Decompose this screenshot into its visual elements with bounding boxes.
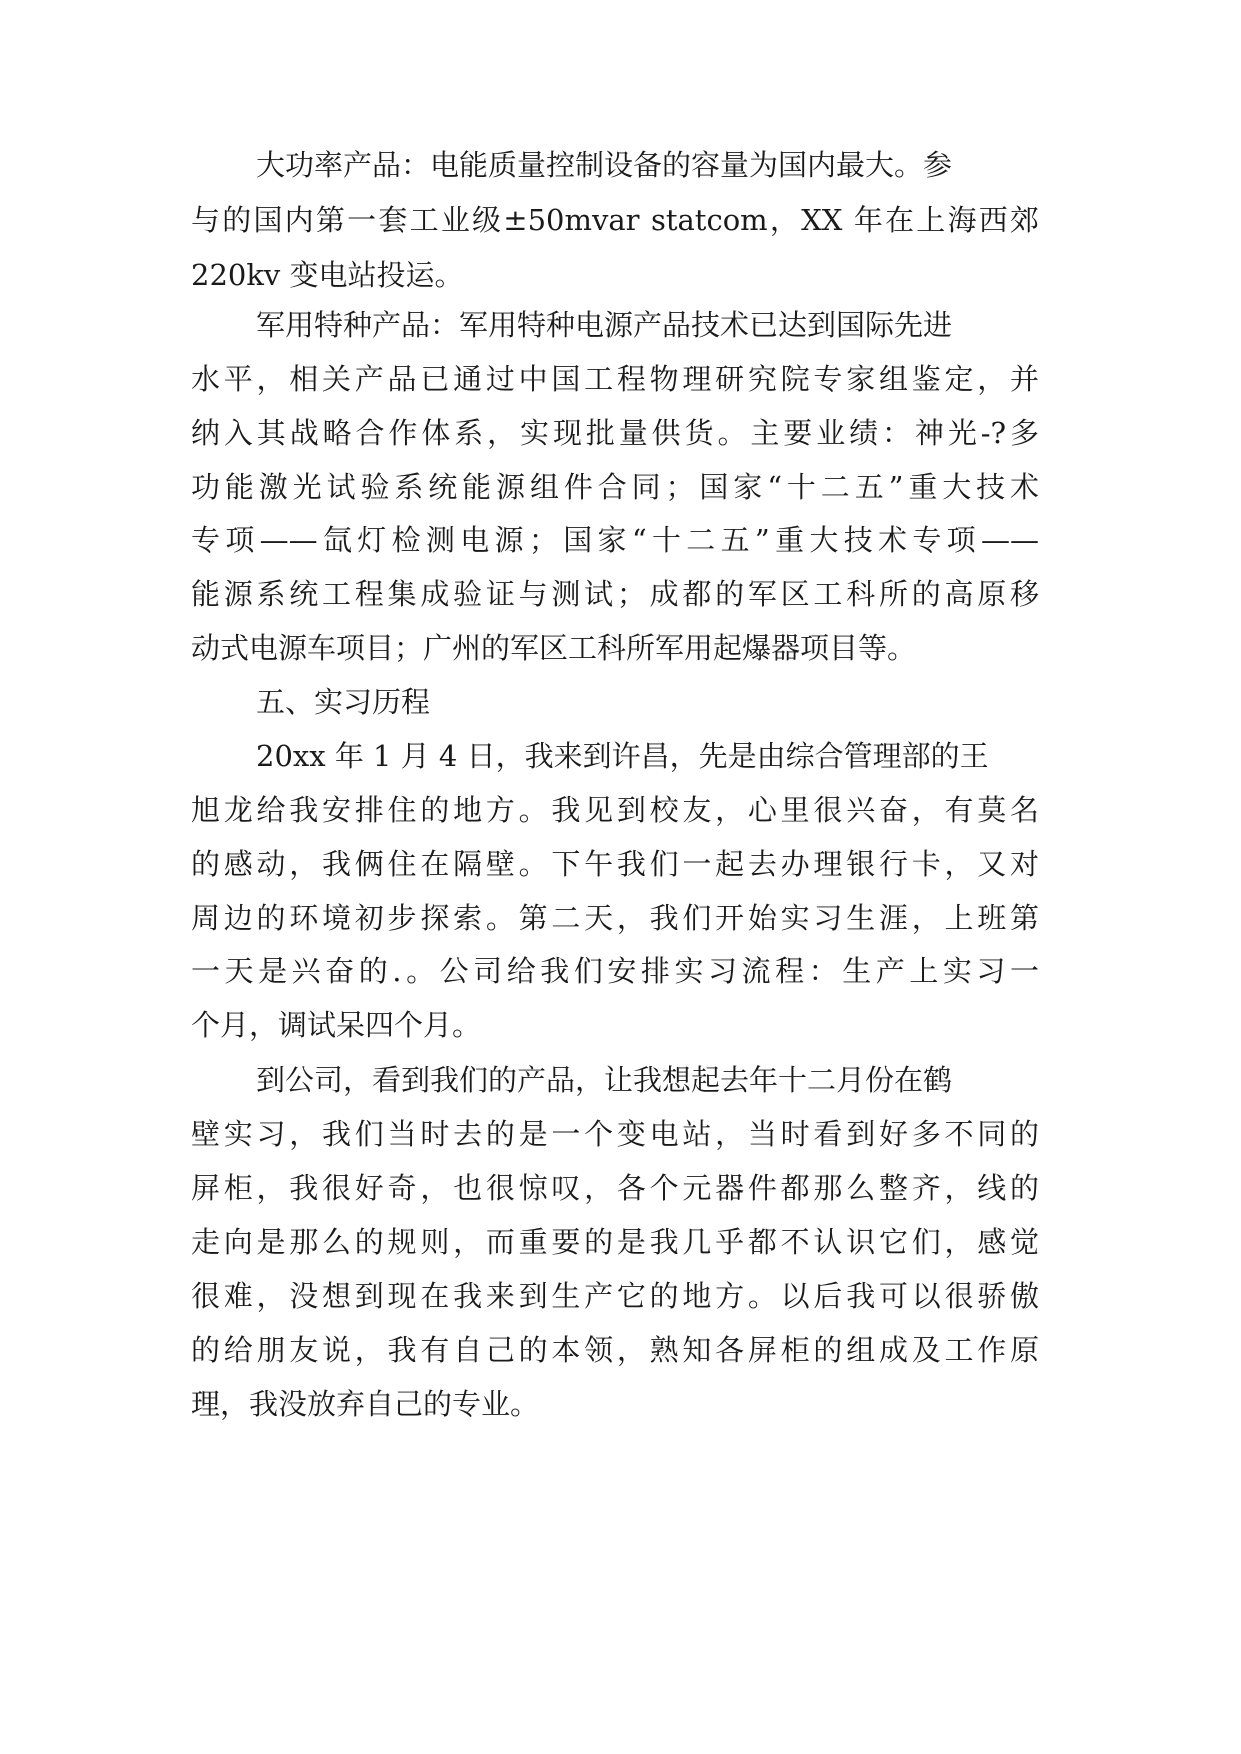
text-line xyxy=(0,359,1241,399)
paragraph-product-power-start: 大功率产品：电能质量控制设备的容量为国内最大。参 xyxy=(256,148,953,182)
section-heading: 五、实习历程 xyxy=(256,685,431,719)
text-line xyxy=(0,1276,1241,1316)
paragraph-line: 纳入其战略合作体系，实现批量供货。主要业绩：神光-?多 xyxy=(191,416,1039,450)
paragraph-line: 一天是兴奋的.。公司给我们安排实习流程：生产上实习一 xyxy=(191,954,1039,988)
text-line xyxy=(0,574,1241,614)
paragraph-line: 走向是那么的规则，而重要的是我几乎都不认识它们，感觉 xyxy=(191,1225,1039,1259)
text-line xyxy=(0,467,1241,507)
text-line xyxy=(0,1060,1241,1100)
text-line xyxy=(0,520,1241,560)
paragraph-line: 功能激光试验系统能源组件合同；国家“十二五”重大技术 xyxy=(191,470,1039,504)
paragraph-company-start: 到公司，看到我们的产品，让我想起去年十二月份在鹤 xyxy=(256,1063,953,1097)
text-line xyxy=(0,305,1241,345)
text-line xyxy=(0,413,1241,453)
text-line xyxy=(0,844,1241,884)
text-line xyxy=(0,1330,1241,1370)
text-line xyxy=(0,682,1241,722)
text-line xyxy=(0,736,1241,776)
text-line xyxy=(0,255,1241,295)
text-line xyxy=(0,1005,1241,1045)
paragraph-military-start: 军用特种产品：军用特种电源产品技术已达到国际先进 xyxy=(256,308,953,342)
text-line xyxy=(0,1384,1241,1424)
text-line xyxy=(0,1168,1241,1208)
paragraph-line: 周边的环境初步探索。第二天，我们开始实习生涯，上班第 xyxy=(191,901,1039,935)
text-line xyxy=(0,951,1241,991)
text-line xyxy=(0,628,1241,668)
paragraph-line: 很难，没想到现在我来到生产它的地方。以后我可以很骄傲 xyxy=(191,1279,1039,1313)
paragraph-line: 专项——氙灯检测电源；国家“十二五”重大技术专项—— xyxy=(191,523,1039,557)
paragraph-line: 的给朋友说，我有自己的本领，熟知各屏柜的组成及工作原 xyxy=(191,1333,1039,1367)
text-line xyxy=(0,1222,1241,1262)
paragraph-line: 旭龙给我安排住的地方。我见到校友，心里很兴奋，有莫名 xyxy=(191,793,1039,827)
paragraph-line: 壁实习，我们当时去的是一个变电站，当时看到好多不同的 xyxy=(191,1117,1039,1151)
text-line xyxy=(0,898,1241,938)
text-line xyxy=(0,1114,1241,1154)
text-line xyxy=(0,200,1241,240)
paragraph-line: 的感动，我俩住在隔壁。下午我们一起去办理银行卡，又对 xyxy=(191,847,1039,881)
paragraph-line-end: 个月，调试呆四个月。 xyxy=(191,1008,482,1042)
paragraph-line-end: 理，我没放弃自己的专业。 xyxy=(191,1387,540,1421)
paragraph-line: 屏柜，我很好奇，也很惊叹，各个元器件都那么整齐，线的 xyxy=(191,1171,1039,1205)
paragraph-line: 水平，相关产品已通过中国工程物理研究院专家组鉴定，并 xyxy=(191,362,1039,396)
paragraph-line: 能源系统工程集成验证与测试；成都的军区工科所的高原移 xyxy=(191,577,1039,611)
text-line xyxy=(0,145,1241,185)
paragraph-line: 与的国内第一套工业级±50mvar statcom，XX 年在上海西郊 xyxy=(191,203,1039,237)
text-line xyxy=(0,790,1241,830)
paragraph-line-end: 动式电源车项目；广州的军区工科所军用起爆器项目等。 xyxy=(191,631,917,665)
paragraph-arrival-start: 20xx 年 1 月 4 日，我来到许昌，先是由综合管理部的王 xyxy=(256,739,989,773)
paragraph-line-end: 220kv 变电站投运。 xyxy=(191,258,464,292)
